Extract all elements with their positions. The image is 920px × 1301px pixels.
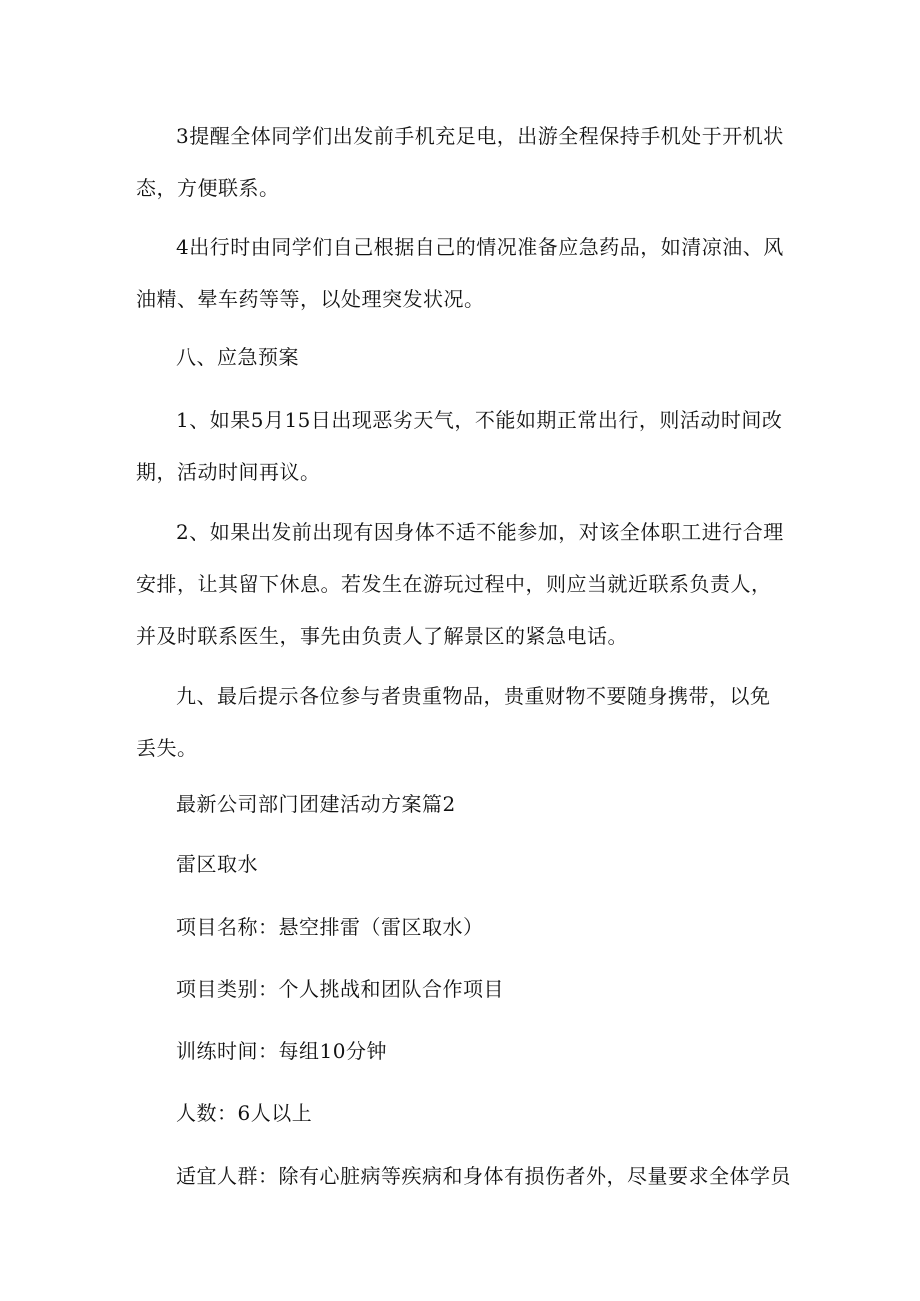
project-category: 项目类别：个人挑战和团队合作项目	[176, 977, 504, 1001]
participant-count: 人数：6人以上	[176, 1101, 313, 1125]
paragraph-phone-reminder: 3提醒全体同学们出发前手机充足电，出游全程保持手机处于开机状态，方便联系。	[136, 124, 784, 200]
section-heading-emergency-plan: 八、应急预案	[176, 345, 299, 369]
paragraph-bad-weather: 1、如果5月15日出现恶劣天气，不能如期正常出行，则活动时间改期，活动时间再议。	[136, 408, 783, 484]
section-heading-valuables: 九、最后提示各位参与者贵重物品，贵重财物不要随身携带，以免丢失。	[136, 684, 771, 760]
project-name: 项目名称：悬空排雷（雷区取水）	[176, 915, 484, 939]
suitable-people: 适宜人群：除有心脏病等疾病和身体有损伤者外，尽量要求全体学员	[176, 1164, 791, 1188]
training-time: 训练时间：每组10分钟	[176, 1039, 387, 1063]
activity-name: 雷区取水	[176, 852, 258, 876]
chapter-title: 最新公司部门团建活动方案篇2	[176, 792, 456, 816]
paragraph-illness: 2、如果出发前出现有因身体不适不能参加，对该全体职工进行合理安排，让其留下休息。若发生在游玩过程中，则应当就近联系负责人，并及时联系医生，事先由负责人了解景区的紧急电话。	[136, 520, 784, 648]
paragraph-medicine: 4出行时由同学们自己根据自己的情况准备应急药品，如清凉油、风油精、晕车药等等，以处理突发状况。	[136, 235, 784, 311]
